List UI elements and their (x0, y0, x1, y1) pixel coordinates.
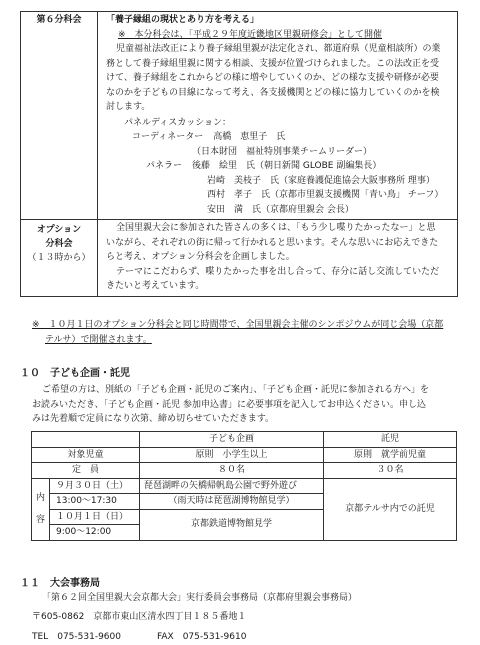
panelist-3: 西村 孝子 氏（京都市里親支援機関「青い鳥」 チーフ） (207, 190, 444, 200)
target-kids: 原則 小学生以上 (140, 447, 324, 463)
optional-time: （１３時から） (27, 253, 91, 263)
day2-activity: 京都鉄道博物館見学 (140, 509, 324, 540)
day1-time: 13:00〜17:30 (50, 494, 140, 510)
target-care: 原則 就学前児童 (324, 447, 457, 463)
office-postal: 〒605-0862 (32, 611, 85, 622)
target-row (32, 447, 457, 463)
office-name: 「第６２回全国里親大会京都大会」実行委員会事務局（京都府里親会事務局） (42, 593, 358, 603)
coordinator-line (106, 130, 451, 145)
session6-note: ※ 本分科会は、「平成２９年度近畿地区里親研修会」として開催 (118, 29, 383, 40)
intro-line-1: ご希望の方は、別紙の「子ども企画・託児のご案内」、「子ども企画・託児に参加される方へ」を (42, 385, 430, 395)
fax-label: FAX (156, 632, 174, 642)
optional-body-3: らと考え、オプション分科会を企画しました。 (106, 252, 295, 262)
section10-intro (32, 383, 460, 427)
content-label-2: 容 (35, 515, 45, 525)
session6-content (98, 12, 458, 220)
panelist-1: 後藤 絵里 氏（朝日新聞 GLOBE 副編集長） (192, 161, 382, 171)
optional-label (21, 220, 98, 297)
day2-time: 9:00〜12:00 (50, 525, 140, 541)
intro-line-3: みは先着順で定員になり次第、締め切らせていただきます。 (32, 414, 275, 424)
optional-body-5: きたいと考えています。 (106, 281, 205, 291)
notice-line-1: ※ １０月１日のオプション分科会と同じ時間帯で、全国里親会主催のシンポジウムが同じ会場（京都 (32, 320, 444, 330)
session6-body-4: なのかを子どもの目線になって考え、各支援機関とどの様に協力していくのかを検 (106, 87, 440, 98)
office-contact-line (32, 630, 460, 645)
content-label (32, 478, 50, 540)
day1-activity: 琵琶湖畔の矢橋帰帆島公園で野外遊び (140, 478, 324, 494)
symposium-notice (32, 318, 460, 347)
panelist-label: パネラー (146, 161, 183, 171)
office-address: 京都市東山区清水四丁目１８５番地１ (93, 611, 247, 622)
session6-body-2: 務として養子縁組里親に関する相談、支援が位置づけられました。この法改正を受 (106, 58, 440, 69)
session6-body-3: けて、養子縁組をこれからどの様に増やしていくのか、どの様な支援や研修が必要 (106, 73, 439, 83)
optional-row (21, 220, 458, 297)
section10-heading: １０ 子ども企画・託児 (20, 368, 130, 379)
intro-line-2: お読みいただき、「子ども企画・託児 参加申込書」に必要事項を記入してお申込ください。申し込 (32, 399, 427, 410)
table-header-row (32, 432, 457, 448)
day2-date: １０月１日（日） (50, 509, 140, 525)
optional-body-1: 全国里親大会に参加された皆さんの多くは、「もう少し喋りたかったなー」と思 (116, 223, 436, 233)
day1-rain: （雨天時は琵琶湖博物館見学） (140, 494, 324, 510)
session6-title: 「養子縁組の現状とあり方を考える」 (106, 15, 260, 25)
optional-label-1: オプション (36, 225, 82, 235)
tel-number: 075-531-9600 (57, 632, 121, 642)
optional-body-4: テーマにこだわらず、喋りたかった事を出し合って、存分に話し交流していただ (116, 266, 440, 277)
target-label: 対象児童 (32, 447, 140, 463)
panel-heading: パネルディスカッション： (124, 117, 232, 128)
optional-label-2: 分科会 (45, 239, 73, 249)
session6-body-5: 討します。 (106, 102, 151, 112)
day1-date: ９月３０日（土） (50, 478, 140, 494)
office-address-line (32, 610, 460, 625)
section11-heading: １１ 大会事務局 (20, 578, 100, 589)
office-block (32, 591, 460, 645)
panelist-4: 安田 満 氏（京都府里親会 会長） (207, 204, 354, 215)
day1-row-a (32, 478, 457, 494)
coordinator-name: 高橋 恵里子 氏 (213, 132, 286, 142)
capacity-care: ３０名 (324, 463, 457, 479)
session6-body-1: 児童福祉法改正により養子縁組里親が法定化され、都道府県（児童相談所）の業 (116, 44, 441, 54)
notice-line-2: テルサ）で開催されます。 (45, 334, 152, 345)
fax-number: 075-531-9610 (182, 632, 247, 642)
capacity-kids: ８０名 (140, 463, 324, 479)
capacity-label: 定 員 (32, 463, 140, 479)
session6-row (21, 12, 458, 220)
header-care: 託児 (324, 432, 457, 448)
capacity-row (32, 463, 457, 479)
session-table (20, 11, 458, 297)
coordinator-org: （日本財団 福祉特別事業チームリーダー） (192, 146, 373, 157)
content-label-1: 内 (35, 493, 45, 503)
panelist-line-1 (106, 159, 451, 174)
care-content: 京都テルサ内での託児 (324, 478, 457, 540)
childcare-table (31, 431, 457, 541)
coordinator-label: コーディネーター (132, 132, 204, 142)
session6-label: 第６分科会 (21, 12, 98, 220)
optional-body-2: いながら、それぞれの街に帰って行かれると思います。そんな思いにお応えできた (106, 237, 439, 248)
optional-content (98, 220, 458, 297)
header-empty-cell (32, 432, 140, 448)
panelist-2: 岩崎 美枝子 氏（家庭養護促進協会大阪事務所 理事） (207, 175, 435, 186)
header-kids: 子ども企画 (140, 432, 324, 448)
tel-label: TEL (32, 632, 49, 642)
